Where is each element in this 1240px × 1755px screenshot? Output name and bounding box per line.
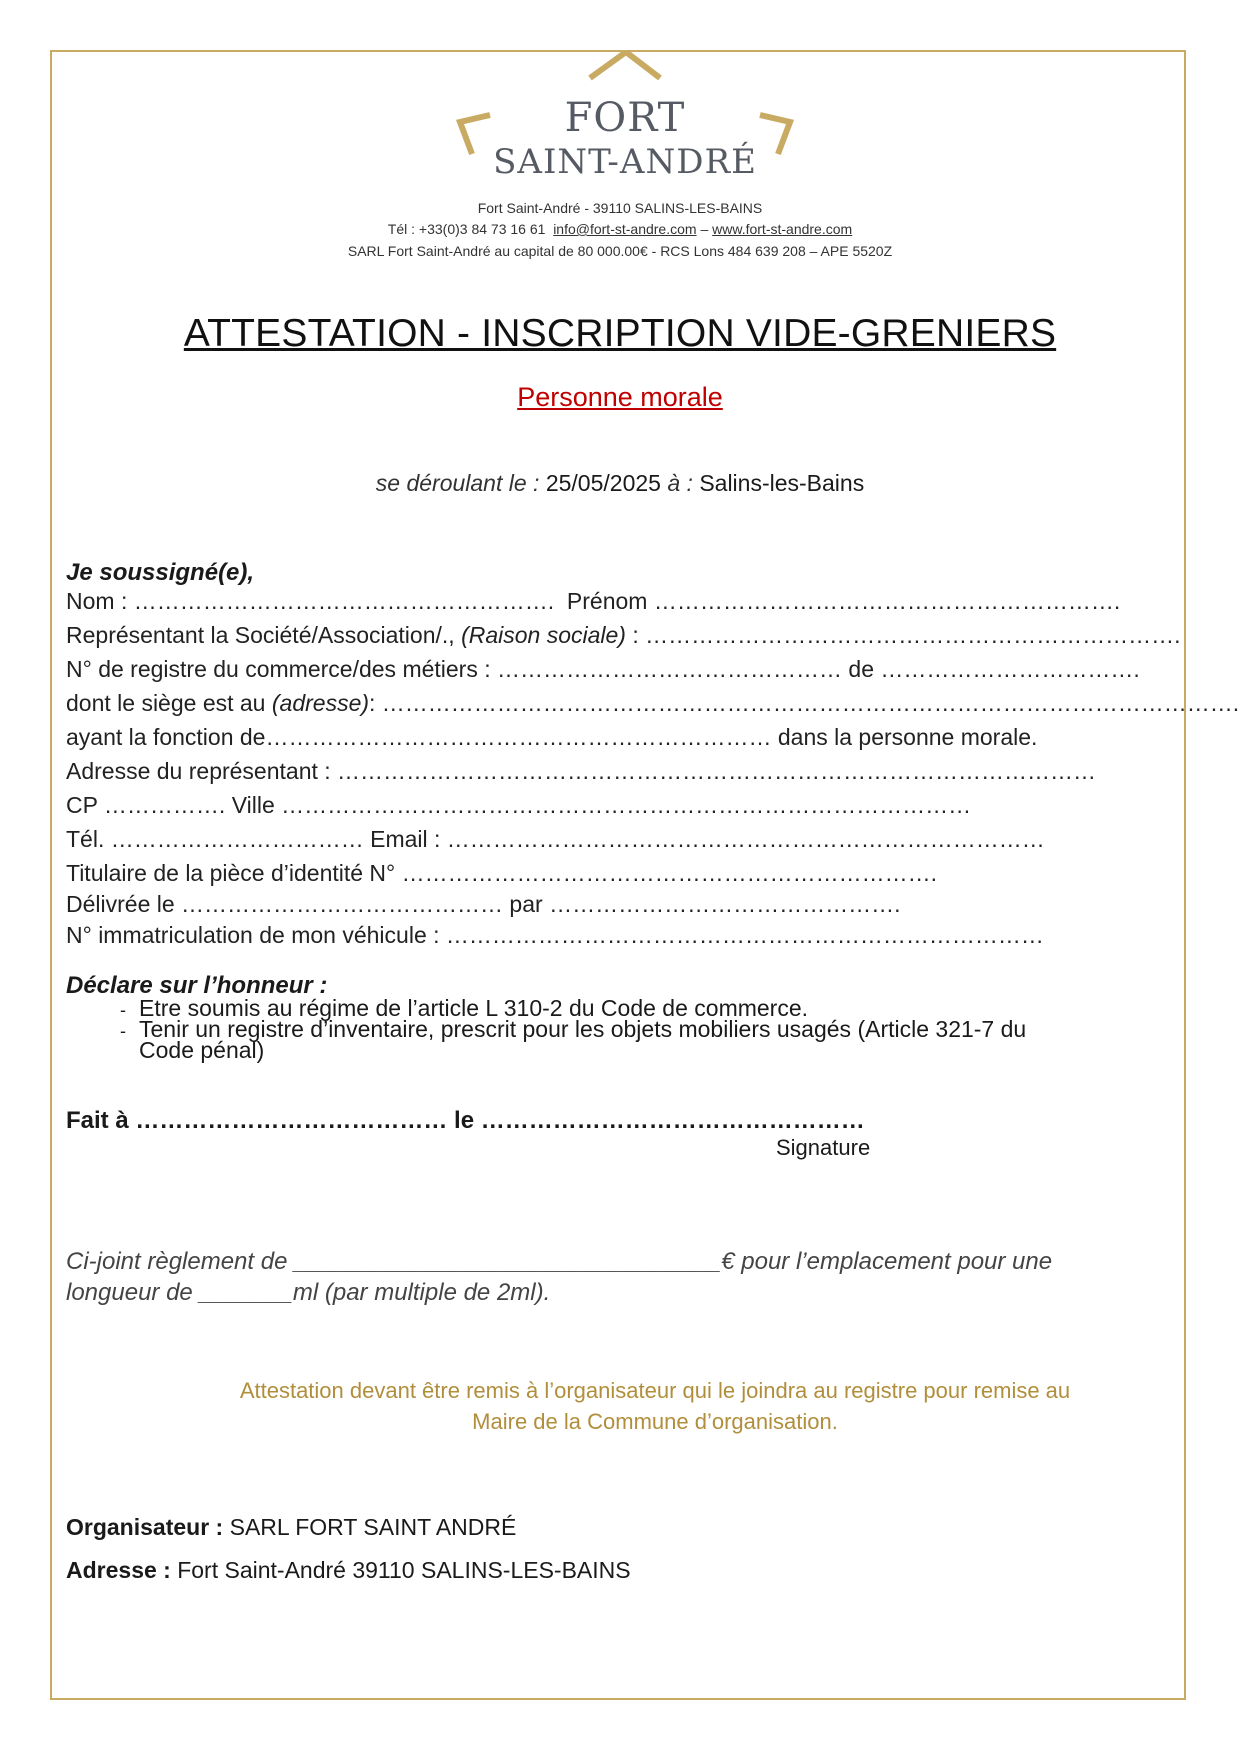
field-delivree[interactable]: Délivrée le …………………………………… par ………………………………………. xyxy=(66,891,901,917)
intro-heading: Je soussigné(e), xyxy=(66,559,255,586)
field-tel-email[interactable]: Tél. …………………………… Email : …………………………………………………………………… xyxy=(66,826,1045,852)
notice-line-1: Attestation devant être remis à l’organisateur qui le joindra au registre pour remise au xyxy=(239,1378,1071,1403)
event-info xyxy=(0,470,1240,497)
field-siege[interactable] xyxy=(66,690,1239,717)
page-subtitle: Personne morale xyxy=(517,382,723,412)
representant-label: Représentant la Société/Association/., xyxy=(66,622,455,648)
field-nom[interactable]: Nom : ………………………………………………. xyxy=(66,588,555,614)
event-place: Salins-les-Bains xyxy=(699,470,865,496)
payment-statement xyxy=(66,1246,1126,1308)
representant-raison: (Raison sociale) xyxy=(461,622,626,648)
declaration-text: Tenir un registre d’inventaire, prescrit pour les objets mobiliers usagés (Article 321-7 du xyxy=(139,1016,1027,1042)
company-legal: SARL Fort Saint-André au capital de 80 000.00€ - RCS Lons 484 639 208 – APE 5520Z xyxy=(347,243,893,259)
company-separator: – xyxy=(700,221,709,237)
organizer-line xyxy=(66,1514,516,1541)
siege-adresse: (adresse) xyxy=(271,690,370,716)
siege-dots: : …………………………………………………………………………………………………. xyxy=(369,690,1240,716)
siege-label: dont le siège est au xyxy=(66,690,266,716)
declaration-text: Etre soumis au régime de l’article L 310-2 du Code de commerce. xyxy=(139,995,809,1021)
field-representant[interactable] xyxy=(66,622,1181,649)
notice-line-2: Maire de la Commune d’organisation. xyxy=(472,1409,838,1434)
field-adresse[interactable]: Adresse du représentant : ……………………………………………………………………………………… xyxy=(66,758,1097,784)
address-line xyxy=(66,1557,631,1584)
payment-line-1[interactable]: Ci-joint règlement de ________________________________€ pour l’emplacement pour une xyxy=(66,1248,1053,1275)
payment-line-2[interactable]: longueur de _______ml (par multiple de 2ml). xyxy=(66,1279,551,1306)
page-title: ATTESTATION - INSCRIPTION VIDE-GRENIERS xyxy=(183,312,1057,355)
field-immatriculation[interactable]: N° immatriculation de mon véhicule : …………………………………………………………………… xyxy=(66,922,1044,948)
declare-heading: Déclare sur l’honneur : xyxy=(66,972,328,999)
field-cp-ville[interactable]: CP ……………. Ville ……………………………………………………………………………… xyxy=(66,792,972,818)
bullet-dash-icon: - xyxy=(120,1000,126,1020)
field-fonction[interactable]: ayant la fonction de………………………………………………………… dans la personne morale. xyxy=(66,724,1038,750)
submission-notice xyxy=(150,1375,1160,1437)
fort-saint-andre-logo xyxy=(450,50,800,185)
name-line xyxy=(66,588,1120,615)
fait-a-le-field[interactable]: Fait à ………………………………… le ………………………………………… xyxy=(66,1107,865,1134)
company-phone: Tél : +33(0)3 84 73 16 61 xyxy=(387,221,546,237)
organizer-label: Organisateur : xyxy=(66,1514,224,1540)
field-prenom[interactable]: Prénom ……………………………………………………. xyxy=(566,588,1121,614)
field-registre[interactable]: N° de registre du commerce/des métiers : ……………………………………… de ……………………………. xyxy=(66,656,1140,682)
field-piece-identite[interactable]: Titulaire de la pièce d’identité N° ……………………………………………………………. xyxy=(66,860,938,886)
representant-dots: : ……………………………………………………………. xyxy=(632,622,1181,648)
company-address: Fort Saint-André - 39110 SALINS-LES-BAINS xyxy=(477,200,763,216)
company-email-link[interactable]: info@fort-st-andre.com xyxy=(553,221,697,237)
organizer-value: SARL FORT SAINT ANDRÉ xyxy=(229,1514,517,1540)
event-place-label: à : xyxy=(667,470,693,496)
company-contact xyxy=(0,221,1240,237)
event-date: 25/05/2025 xyxy=(545,470,661,496)
company-website-link[interactable]: www.fort-st-andre.com xyxy=(712,221,853,237)
logo-line-1: FORT xyxy=(564,95,686,141)
bullet-dash-icon: - xyxy=(120,1021,126,1041)
event-date-label: se déroulant le : xyxy=(375,470,540,496)
logo-line-2: SAINT-ANDRÉ xyxy=(493,142,757,182)
declaration-item xyxy=(120,1039,264,1061)
address-label: Adresse : xyxy=(66,1557,171,1583)
signature-label: Signature xyxy=(776,1135,871,1160)
address-value: Fort Saint-André 39110 SALINS-LES-BAINS xyxy=(177,1557,631,1583)
declaration-text: Code pénal) xyxy=(139,1037,265,1063)
